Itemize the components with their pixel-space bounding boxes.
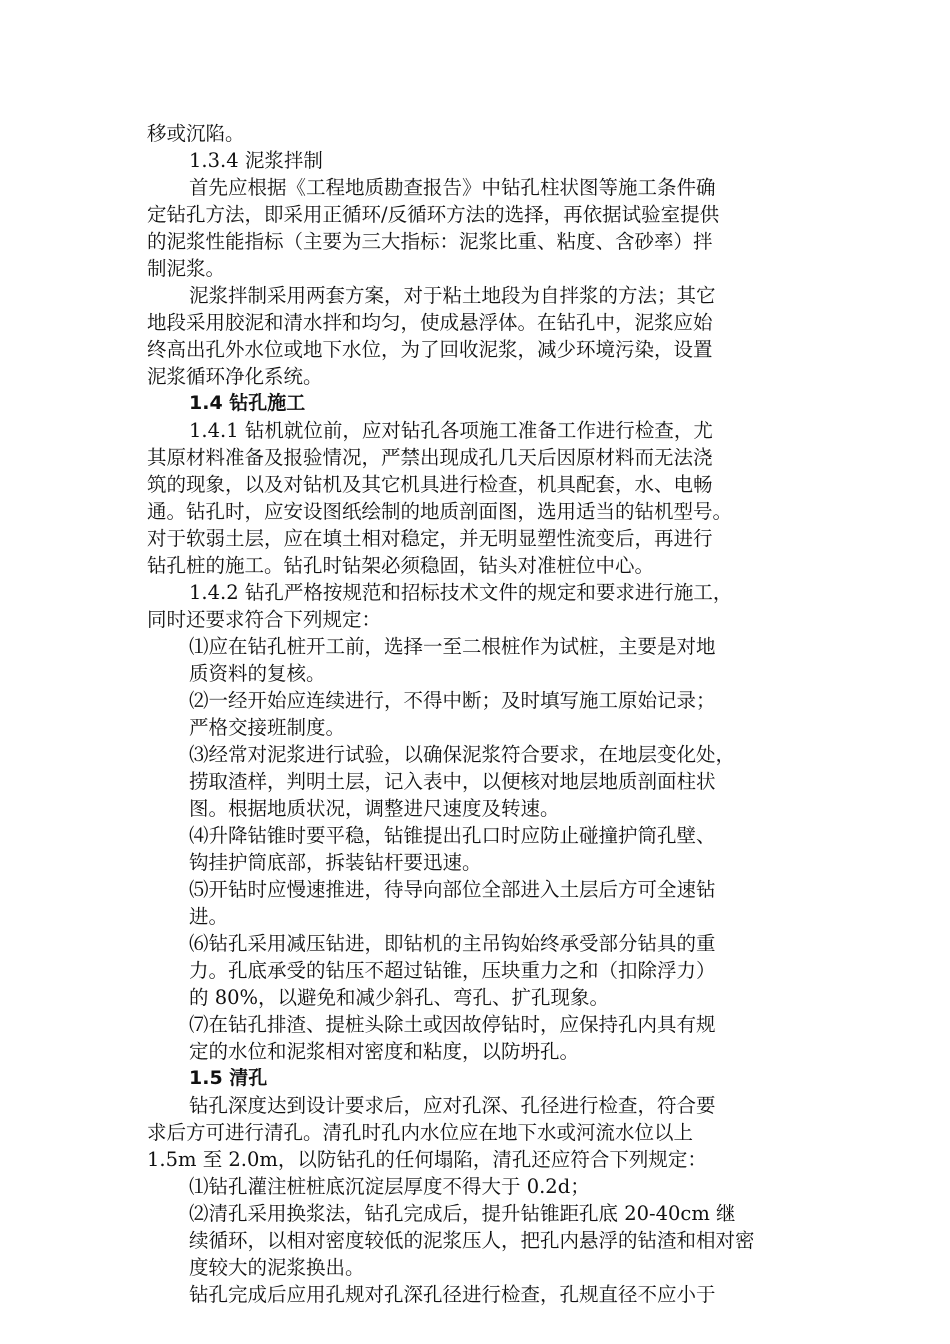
text-line: ⑴应在钻孔桩开工前，选择一至二根桩作为试桩，主要是对地	[189, 635, 716, 658]
text-line: ⑵清孔采用换浆法，钻孔完成后，提升钻锥距孔底 20-40cm 继	[189, 1202, 736, 1225]
text-line: 进。	[189, 905, 229, 928]
text-line: 求后方可进行清孔。清孔时孔内水位应在地下水或河流水位以上	[147, 1121, 694, 1144]
text-line: ⑸开钻时应慢速推进，待导向部位全部进入土层后方可全速钻	[189, 878, 716, 901]
text-line: 泥浆循环净化系统。	[147, 365, 323, 388]
text-line: 定的水位和泥浆相对密度和粘度，以防坍孔。	[189, 1040, 580, 1063]
text-line: ⑴钻孔灌注桩桩底沉淀层厚度不得大于 0.2d；	[189, 1175, 590, 1198]
text-line: 的 80%，以避免和减少斜孔、弯孔、扩孔现象。	[189, 986, 610, 1009]
text-line: 图。根据地质状况，调整进尺速度及转速。	[189, 797, 560, 820]
text-line: ⑷升降钻锥时要平稳，钻锥提出孔口时应防止碰撞护筒孔壁、	[189, 824, 716, 847]
text-line: 同时还要求符合下列规定：	[147, 608, 382, 631]
text-line: 对于软弱土层，应在填土相对稳定，并无明显塑性流变后，再进行	[147, 527, 713, 550]
text-line: 钻孔桩的施工。钻孔时钻架必须稳固，钻头对准桩位中心。	[147, 554, 655, 577]
text-line: 钻孔深度达到设计要求后，应对孔深、孔径进行检查，符合要	[189, 1094, 716, 1117]
text-line: 1.3.4 泥浆拌制	[189, 149, 323, 172]
text-line: 度较大的泥浆换出。	[189, 1256, 365, 1279]
text-line: 终高出孔外水位或地下水位，为了回收泥浆，减少环境污染，设置	[147, 338, 713, 361]
text-line: 通。钻孔时，应安设图纸绘制的地质剖面图，选用适当的钻机型号。	[147, 500, 733, 523]
text-line: 钻孔完成后应用孔规对孔深孔径进行检查，孔规直径不应小于	[189, 1283, 716, 1306]
text-line: 1.4.1 钻机就位前，应对钻孔各项施工准备工作进行检查，尤	[189, 419, 713, 442]
text-line: 筑的现象，以及对钻机及其它机具进行检查，机具配套，水、电畅	[147, 473, 713, 496]
text-line: 力。孔底承受的钻压不超过钻锥，压块重力之和（扣除浮力）	[189, 959, 716, 982]
text-line: 捞取渣样，判明土层，记入表中，以便核对地层地质剖面柱状	[189, 770, 716, 793]
text-line: ⑵一经开始应连续进行，不得中断；及时填写施工原始记录；	[189, 689, 716, 712]
text-line: 地段采用胶泥和清水拌和均匀，使成悬浮体。在钻孔中，泥浆应始	[147, 311, 713, 334]
text-line: ⑶经常对泥浆进行试验，以确保泥浆符合要求，在地层变化处，	[189, 743, 736, 766]
text-line: 其原材料准备及报验情况，严禁出现成孔几天后因原材料而无法浇	[147, 446, 713, 469]
text-line: 严格交接班制度。	[189, 716, 346, 739]
text-line: 首先应根据《工程地质勘查报告》中钻孔柱状图等施工条件确	[189, 176, 716, 199]
text-line: 1.5m 至 2.0m，以防钻孔的任何塌陷，清孔还应符合下列规定：	[147, 1148, 707, 1171]
text-line: 的泥浆性能指标（主要为三大指标：泥浆比重、粘度、含砂率）拌	[147, 230, 713, 253]
text-line: 泥浆拌制采用两套方案，对于粘土地段为自拌浆的方法；其它	[189, 284, 716, 307]
text-line: 续循环，以相对密度较低的泥浆压人，把孔内悬浮的钻渣和相对密	[189, 1229, 755, 1252]
text-line: 1.4.2 钻孔严格按规范和招标技术文件的规定和要求进行施工，	[189, 581, 733, 604]
text-line: ⑹钻孔采用减压钻进，即钻机的主吊钩始终承受部分钻具的重	[189, 932, 716, 955]
text-line: 移或沉陷。	[147, 122, 245, 145]
section-heading: 1.4 钻孔施工	[189, 392, 306, 414]
document-page	[147, 120, 812, 1308]
text-line: 质资料的复核。	[189, 662, 326, 685]
text-line: 定钻孔方法，即采用正循环/反循环方法的选择，再依据试验室提供	[147, 203, 720, 226]
text-line: ⑺在钻孔排渣、提桩头除土或因故停钻时，应保持孔内具有规	[189, 1013, 716, 1036]
section-heading: 1.5 清孔	[189, 1067, 268, 1089]
text-line: 制泥浆。	[147, 257, 226, 280]
text-line: 钩挂护筒底部，拆装钻杆要迅速。	[189, 851, 482, 874]
